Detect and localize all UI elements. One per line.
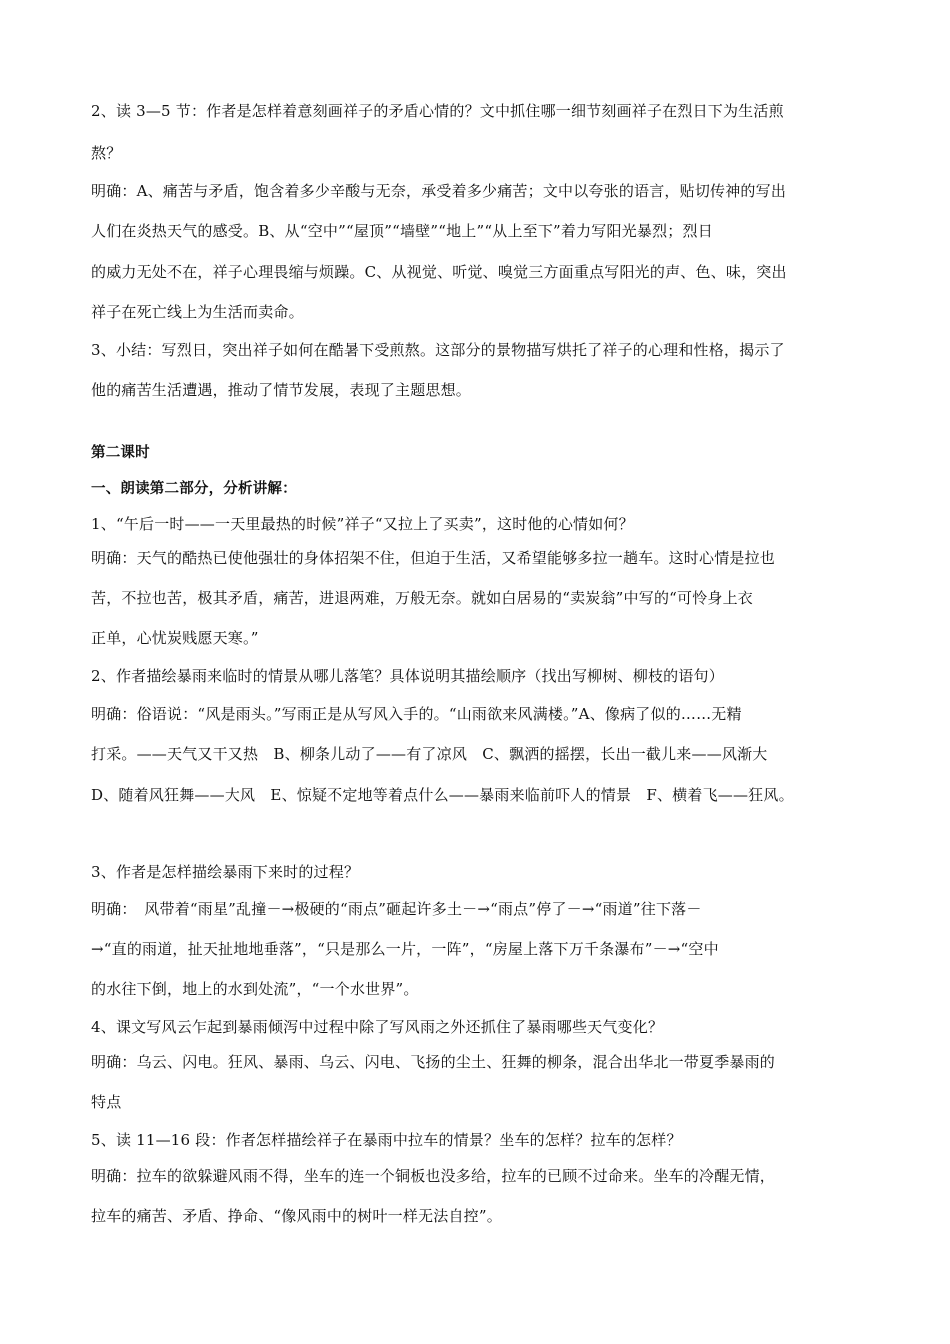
lesson2-answer-4-line-2: 特点 bbox=[91, 1093, 122, 1111]
lesson2-answer-4-line-1: 明确：乌云、闪电。狂风、暴雨、乌云、闪电、飞扬的尘土、狂舞的柳条，混合出华北一带夏季暴雨的 bbox=[91, 1053, 776, 1071]
question-2-line-1: 2、读 3—5 节：作者是怎样着意刻画祥子的矛盾心情的？文中抓住哪一细节刻画祥子在烈日下为生活煎 bbox=[91, 102, 784, 120]
lesson2-answer-5-line-2: 拉车的痛苦、矛盾、挣命、“像风雨中的树叶一样无法自控”。 bbox=[91, 1207, 502, 1225]
lesson2-answer-3-line-1: 明确： 风带着“雨星”乱撞－→极硬的“雨点”砸起许多土－→“雨点”停了－→“雨道”往下落－ bbox=[91, 900, 702, 918]
lesson2-answer-2-line-3: D、随着风狂舞——大风 E、惊疑不定地等着点什么——暴雨来临前吓人的情景 F、横着飞——狂风。 bbox=[91, 786, 794, 804]
lesson2-question-1: 1、“午后一时——一天里最热的时候”祥子“又拉上了买卖”，这时他的心情如何？ bbox=[91, 515, 634, 533]
summary-line-1: 3、小结：写烈日，突出祥子如何在酷暑下受煎熬。这部分的景物描写烘托了祥子的心理和性格，揭示了 bbox=[91, 341, 785, 359]
lesson2-answer-1-line-1: 明确：天气的酷热已使他强壮的身体招架不住，但迫于生活，又希望能够多拉一趟车。这时心情是拉也 bbox=[91, 549, 776, 567]
lesson2-answer-3-line-3: 的水往下倒，地上的水到处流”，“一个水世界”。 bbox=[91, 980, 419, 998]
question-2-line-2: 熬？ bbox=[91, 144, 122, 162]
lesson2-answer-1-line-3: 正单，心忧炭贱愿天寒。” bbox=[91, 629, 259, 647]
summary-line-2: 他的痛苦生活遭遇，推动了情节发展，表现了主题思想。 bbox=[91, 381, 472, 399]
lesson2-answer-3-line-2: →“直的雨道，扯天扯地地垂落”，“只是那么一片，一阵”，“房屋上落下万千条瀑布”－→“空中 bbox=[91, 940, 719, 958]
lesson2-question-4: 4、课文写风云乍起到暴雨倾泻中过程中除了写风雨之外还抓住了暴雨哪些天气变化？ bbox=[91, 1018, 664, 1036]
section-subheading: 一、朗读第二部分，分析讲解： bbox=[91, 481, 297, 497]
lesson2-question-2: 2、作者描绘暴雨来临时的情景从哪儿落笔？具体说明其描绘顺序（找出写柳树、柳枝的语句） bbox=[91, 667, 724, 685]
lesson2-question-5: 5、读 11—16 段：作者怎样描绘祥子在暴雨中拉车的情景？坐车的怎样？拉车的怎样？ bbox=[91, 1131, 682, 1149]
lesson-heading: 第二课时 bbox=[91, 445, 150, 461]
answer-2-line-4: 祥子在死亡线上为生活而卖命。 bbox=[91, 303, 304, 321]
lesson2-answer-1-line-2: 苦，不拉也苦，极其矛盾，痛苦，进退两难，万般无奈。就如白居易的“卖炭翁”中写的“可怜身上衣 bbox=[91, 589, 754, 607]
answer-2-line-1: 明确：A、痛苦与矛盾，饱含着多少辛酸与无奈，承受着多少痛苦；文中以夸张的语言，贴切传神的写出 bbox=[91, 182, 787, 200]
lesson2-answer-5-line-1: 明确：拉车的欲躲避风雨不得，坐车的连一个铜板也没多给，拉车的已顾不过命来。坐车的冷醒无情， bbox=[91, 1167, 776, 1185]
lesson2-question-3: 3、作者是怎样描绘暴雨下来时的过程？ bbox=[91, 863, 360, 881]
lesson2-answer-2-line-1: 明确：俗语说：“风是雨头。”写雨正是从写风入手的。“山雨欲来风满楼。”A、像病了似的……无精 bbox=[91, 705, 742, 723]
answer-2-line-2: 人们在炎热天气的感受。B、从“空中”“屋顶”“墙壁”“地上”“从上至下”着力写阳光暴烈；烈日 bbox=[91, 222, 713, 240]
answer-2-line-3: 的威力无处不在，祥子心理畏缩与烦躁。C、从视觉、听觉、嗅觉三方面重点写阳光的声、色、味，突出 bbox=[91, 263, 787, 281]
lesson2-answer-2-line-2: 打采。——天气又干又热 B、柳条儿动了——有了凉风 C、飘洒的摇摆，长出一截儿来——风渐大 bbox=[91, 745, 768, 763]
